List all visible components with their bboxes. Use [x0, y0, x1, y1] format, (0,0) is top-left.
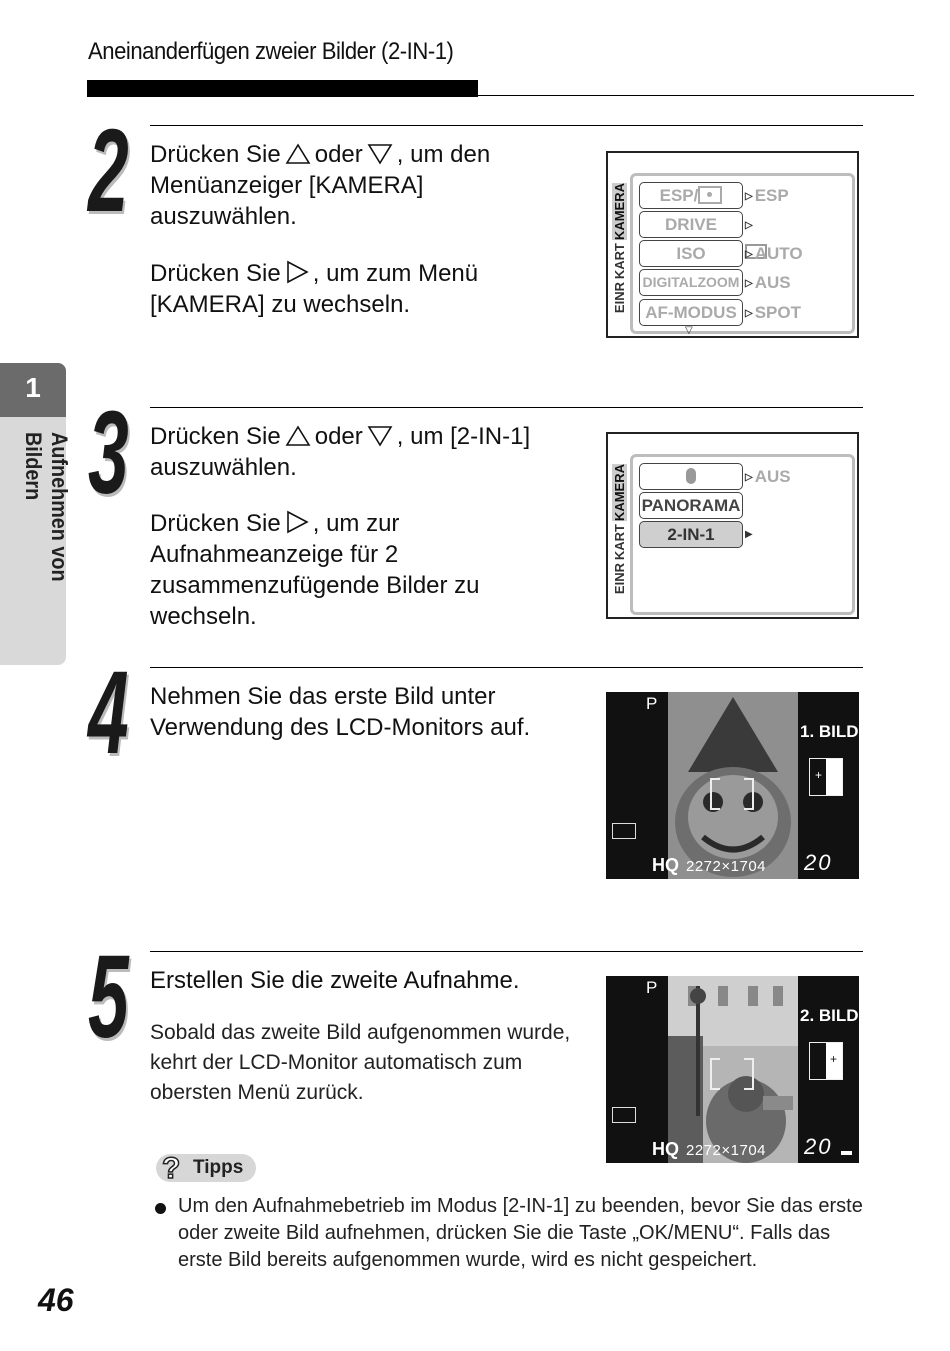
- title-rule: [478, 95, 914, 96]
- menu-tabs: [612, 464, 634, 597]
- down-arrow-icon: [367, 143, 393, 165]
- step-4-text: Nehmen Sie das erste Bild unter Verwendung des LCD-Monitors auf.: [150, 683, 531, 741]
- af-bracket-left: [710, 1058, 720, 1090]
- step-3-para-1: [150, 421, 590, 483]
- mode-indicator: P: [646, 978, 658, 997]
- page-number: 46: [38, 1282, 74, 1318]
- step-2-text-b: , um den Menüanzeiger [KAMERA] auszuwählen.: [150, 141, 491, 230]
- resolution-label: 2272×1704: [686, 858, 766, 875]
- menu-value: ▷ ESP: [745, 182, 789, 210]
- quality-label: HQ: [652, 855, 679, 875]
- chapter-label-box: [20, 432, 72, 652]
- shots-remaining: 20: [804, 1134, 833, 1159]
- menu-label: DIGITALZOOM: [639, 269, 743, 296]
- title-bar: [87, 80, 478, 97]
- menu-tab-einr: EINR: [612, 282, 627, 314]
- lcd-monitor-1: [606, 692, 859, 879]
- right-arrow-icon: [285, 510, 309, 534]
- menu-tabs: [612, 183, 634, 316]
- submenu-arrow-icon: ▶: [745, 529, 753, 540]
- up-arrow-icon: [285, 143, 311, 165]
- step-2-text-c: Drücken Sie: [150, 260, 281, 287]
- step-5-rule: [150, 951, 863, 952]
- scarecrow-photo: [668, 692, 798, 879]
- chapter-number: 1: [25, 372, 41, 403]
- step-2-rule: [150, 125, 863, 126]
- tipps-label: Tipps: [193, 1157, 244, 1178]
- step-5-number: 5: [88, 931, 129, 1063]
- menu-tab-kamera: KAMERA: [612, 464, 627, 522]
- bild-label: 2. BILD: [800, 1006, 859, 1025]
- resolution-label: 2272×1704: [686, 1142, 766, 1159]
- menu-label: DRIVE: [639, 211, 743, 238]
- tipps-text: Um den Aufnahmebetrieb im Modus [2-IN-1] zu beenden, bevor Sie das erste oder zweite Bild aufnehmen, drücken Sie die Taste „OK/MENU“. Falls das erste Bild bereits aufgenommen wurde, wird es nicht gespeichert.: [178, 1195, 863, 1271]
- step-3-para-2: [150, 508, 530, 632]
- right-arrow-icon: [285, 260, 309, 284]
- step-3-text-mid: oder: [314, 423, 363, 450]
- menu-label: PANORAMA: [639, 492, 743, 519]
- chapter-label: Aufnehmen von Bildern: [21, 432, 72, 582]
- split-frame-icon: +: [809, 1042, 843, 1080]
- menu-tab-einr: EINR: [612, 563, 627, 595]
- step-5-text: Erstellen Sie die zweite Aufnahme.: [150, 967, 520, 994]
- svg-text:?: ?: [162, 1152, 181, 1184]
- step-4-rule: [150, 667, 863, 668]
- menu-label-text: ESP/: [659, 186, 699, 205]
- menu-tab-kart: KART: [612, 524, 627, 561]
- menu-label: 2-IN-1: [639, 521, 743, 548]
- menu-label: [639, 463, 743, 490]
- step-2-text-a: Drücken Sie: [150, 141, 281, 168]
- down-arrow-icon: [367, 425, 393, 447]
- shots-remaining: 20: [804, 850, 833, 875]
- step-2-text-d: , um zum Menü [KAMERA] zu wechseln.: [150, 260, 479, 318]
- menu-label: [639, 182, 743, 209]
- menu-tab-kart: KART: [612, 243, 627, 280]
- bullet-icon: [155, 1203, 166, 1214]
- step-4-number: 4: [88, 647, 129, 779]
- step-3-text-b: , um [2-IN-1] auszuwählen.: [150, 423, 531, 481]
- microphone-icon: [686, 468, 696, 484]
- quality-label: HQ: [652, 1139, 679, 1159]
- step-2-para-2: [150, 258, 570, 320]
- step-3-text-c: Drücken Sie: [150, 510, 281, 537]
- step-2-text-mid: oder: [314, 141, 363, 168]
- battery-frame-icon: [612, 823, 636, 839]
- metering-icon: [698, 186, 722, 204]
- menu-value: ▷ AUTO: [745, 240, 803, 268]
- menu-value: ▷ SPOT: [745, 299, 801, 327]
- bild-label: 1. BILD: [800, 722, 859, 741]
- menu-label: AF-MODUS: [639, 299, 743, 326]
- camera-menu-screen-1: [606, 151, 859, 338]
- up-arrow-icon: [285, 425, 311, 447]
- menu-value: ▷ AUS: [745, 269, 791, 297]
- menu-label: ISO: [639, 240, 743, 267]
- step-5-subtext: Sobald das zweite Bild aufgenommen wurde, kehrt der LCD-Monitor automatisch zum obersten Menü zurück.: [150, 1021, 571, 1104]
- step-2-number: 2: [88, 105, 129, 237]
- step-3-text-d: , um zur Aufnahmeanzeige für 2 zusammenzufügende Bilder zu wechseln.: [150, 510, 480, 630]
- menu-value: ▷ AUS: [745, 463, 791, 491]
- menu-tab-kamera: KAMERA: [612, 183, 627, 241]
- af-bracket-right: [744, 1058, 754, 1090]
- step-3-number: 3: [88, 387, 129, 519]
- scroll-down-icon: ▽: [685, 325, 693, 336]
- step-3-text-a: Drücken Sie: [150, 423, 281, 450]
- mode-indicator: P: [646, 694, 658, 713]
- question-mark-icon: [158, 1150, 186, 1184]
- street-photo: [668, 976, 798, 1163]
- card-write-indicator: [841, 1151, 852, 1155]
- page-title: Aneinanderfügen zweier Bilder (2-IN-1): [88, 38, 454, 65]
- step-3-rule: [150, 407, 863, 408]
- split-frame-icon: +: [809, 758, 843, 796]
- lcd-monitor-2: [606, 976, 859, 1163]
- af-bracket-right: [744, 778, 754, 810]
- camera-menu-screen-2: [606, 432, 859, 619]
- step-2-para-1: [150, 139, 570, 232]
- af-bracket-left: [710, 778, 720, 810]
- battery-frame-icon: [612, 1107, 636, 1123]
